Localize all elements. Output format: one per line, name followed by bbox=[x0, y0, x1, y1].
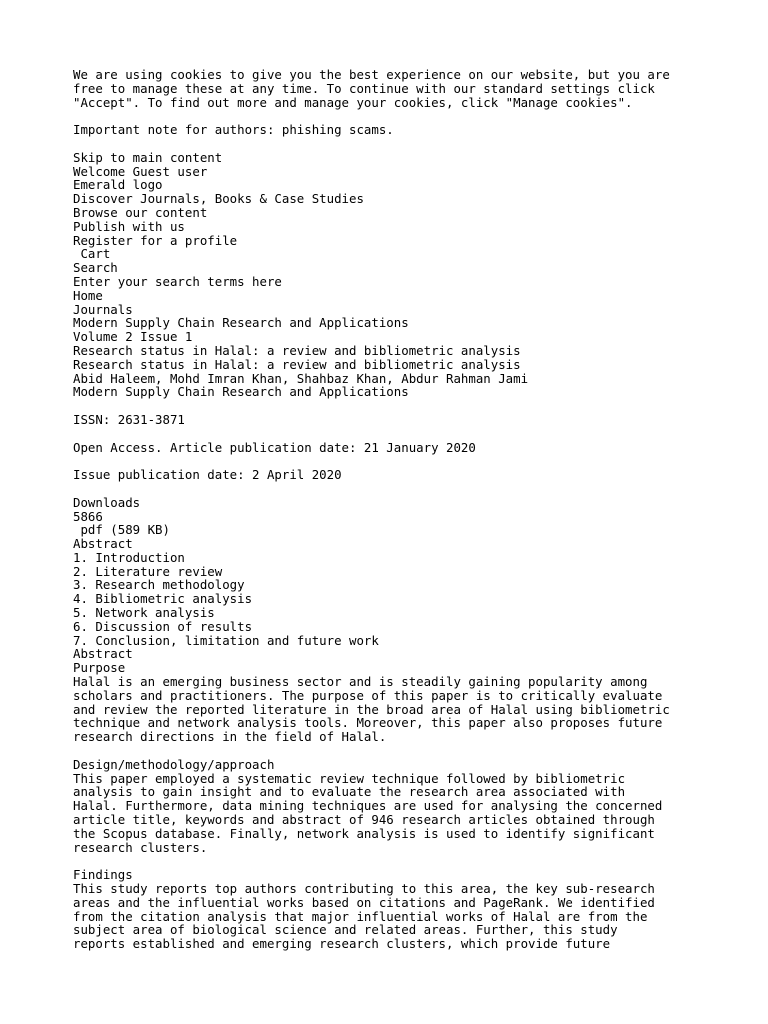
purpose-text: scholars and practitioners. The purpose of this paper is to critically evaluate bbox=[73, 687, 663, 703]
cookie-banner bbox=[73, 68, 733, 109]
abstract-section bbox=[73, 647, 733, 951]
breadcrumb bbox=[73, 289, 733, 358]
issn-text: ISSN: 2631-3871 bbox=[73, 411, 185, 427]
purpose-text: research directions in the field of Halal. bbox=[73, 729, 387, 745]
toc-item-literature-review[interactable]: 2. Literature review bbox=[73, 563, 223, 579]
breadcrumb-journal[interactable]: Modern Supply Chain Research and Applications bbox=[73, 315, 409, 331]
design-text: the Scopus database. Finally, network analysis is used to identify significant bbox=[73, 825, 655, 841]
discover-link[interactable]: Discover Journals, Books & Case Studies bbox=[73, 191, 364, 207]
design-heading: Design/methodology/approach bbox=[73, 756, 275, 772]
article-header bbox=[73, 358, 733, 537]
issue-date: Issue publication date: 2 April 2020 bbox=[73, 467, 342, 483]
article-authors: Abid Haleem, Mohd Imran Khan, Shahbaz Khan, Abdur Rahman Jami bbox=[73, 370, 529, 386]
journal-link[interactable]: Modern Supply Chain Research and Applications bbox=[73, 384, 409, 400]
table-of-contents bbox=[73, 537, 733, 647]
skip-to-content-link[interactable]: Skip to main content bbox=[73, 149, 223, 165]
purpose-text: Halal is an emerging business sector and is steadily gaining popularity among bbox=[73, 674, 648, 690]
toc-item-research-methodology[interactable]: 3. Research methodology bbox=[73, 577, 245, 593]
downloads-label: Downloads bbox=[73, 494, 141, 510]
toc-item-introduction[interactable]: 1. Introduction bbox=[73, 549, 185, 565]
cookie-banner-text: free to manage these at any time. To continue with our standard settings click bbox=[73, 80, 655, 96]
purpose-text: and review the reported literature in the broad area of Halal using bibliometric bbox=[73, 701, 670, 717]
purpose-text: technique and network analysis tools. Moreover, this paper also proposes future bbox=[73, 715, 663, 731]
search-input[interactable]: Enter your search terms here bbox=[73, 273, 282, 289]
design-text: research clusters. bbox=[73, 839, 208, 855]
open-access-date: Open Access. Article publication date: 21 January 2020 bbox=[73, 439, 476, 455]
page-content bbox=[73, 68, 733, 951]
breadcrumb-article: Research status in Halal: a review and bibliometric analysis bbox=[73, 342, 521, 358]
welcome-text: Welcome Guest user bbox=[73, 163, 208, 179]
emerald-logo[interactable]: Emerald logo bbox=[73, 177, 163, 193]
design-text: This paper employed a systematic review technique followed by bibliometric bbox=[73, 770, 626, 786]
findings-text: subject area of biological science and related areas. Further, this study bbox=[73, 922, 618, 938]
important-note-link[interactable]: Important note for authors: phishing scams. bbox=[73, 122, 394, 138]
purpose-heading: Purpose bbox=[73, 660, 126, 676]
findings-text: from the citation analysis that major influential works of Halal are from the bbox=[73, 908, 648, 924]
breadcrumb-issue[interactable]: Volume 2 Issue 1 bbox=[73, 329, 193, 345]
toc-item-discussion[interactable]: 6. Discussion of results bbox=[73, 618, 253, 634]
site-header bbox=[73, 151, 733, 289]
downloads-count: 5866 bbox=[73, 508, 103, 524]
cart-link[interactable]: Cart bbox=[73, 246, 111, 262]
breadcrumb-home[interactable]: Home bbox=[73, 287, 103, 303]
toc-item-bibliometric-analysis[interactable]: 4. Bibliometric analysis bbox=[73, 591, 253, 607]
toc-item-network-analysis[interactable]: 5. Network analysis bbox=[73, 605, 215, 621]
breadcrumb-journals[interactable]: Journals bbox=[73, 301, 133, 317]
browse-content-menu[interactable]: Browse our content bbox=[73, 204, 208, 220]
toc-item-abstract[interactable]: Abstract bbox=[73, 536, 133, 552]
search-label: Search bbox=[73, 260, 118, 276]
article-title: Research status in Halal: a review and bibliometric analysis bbox=[73, 356, 521, 372]
publish-with-us-menu[interactable]: Publish with us bbox=[73, 218, 185, 234]
design-text: analysis to gain insight and to evaluate the research area associated with bbox=[73, 784, 626, 800]
toc-item-conclusion[interactable]: 7. Conclusion, limitation and future work bbox=[73, 632, 379, 648]
cookie-banner-text: We are using cookies to give you the best experience on our website, but you are bbox=[73, 67, 670, 82]
cookie-banner-text: "Accept". To find out more and manage your cookies, click "Manage cookies". bbox=[73, 94, 633, 110]
findings-heading: Findings bbox=[73, 867, 133, 883]
findings-text: This study reports top authors contributing to this area, the key sub-research bbox=[73, 881, 655, 897]
register-link[interactable]: Register for a profile bbox=[73, 232, 238, 248]
pdf-download-link[interactable]: pdf (589 KB) bbox=[73, 522, 170, 538]
design-text: Halal. Furthermore, data mining techniques are used for analysing the concerned bbox=[73, 798, 663, 814]
design-text: article title, keywords and abstract of 946 research articles obtained through bbox=[73, 812, 655, 828]
findings-text: reports established and emerging research clusters, which provide future bbox=[73, 936, 611, 952]
abstract-heading: Abstract bbox=[73, 646, 133, 662]
findings-text: areas and the influential works based on citations and PageRank. We identified bbox=[73, 894, 655, 910]
